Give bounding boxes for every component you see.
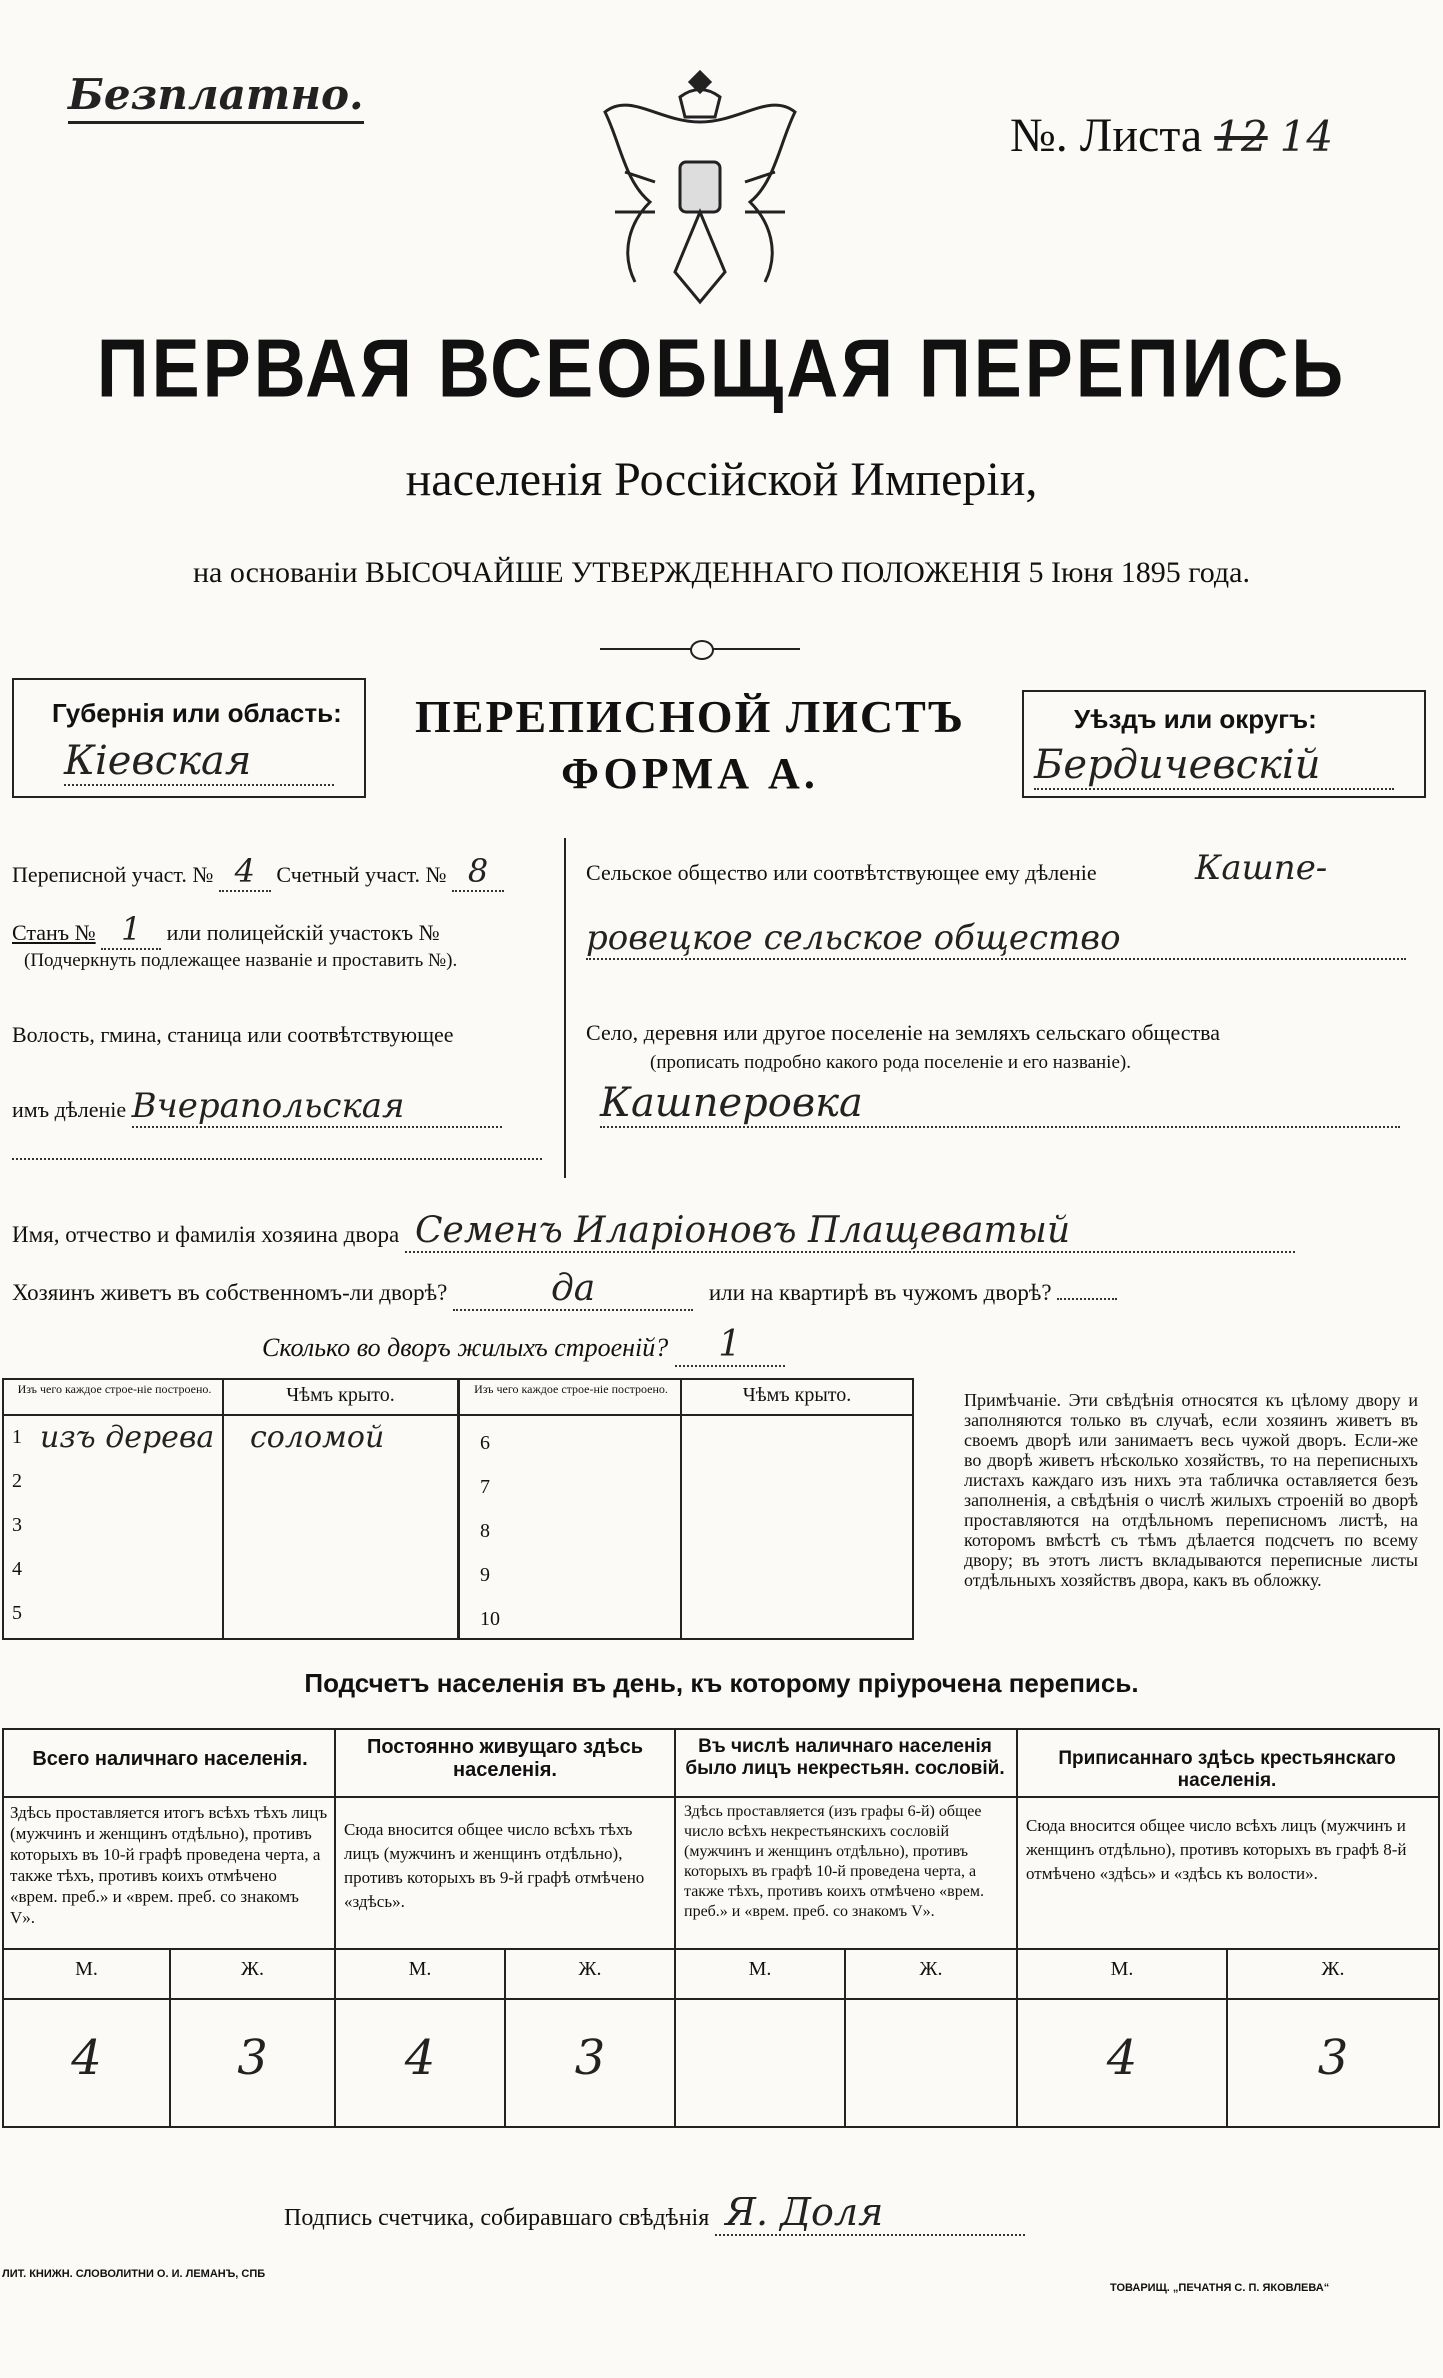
total-m-value: 4 bbox=[71, 2030, 102, 2086]
society-value-2: ровецкое сельское общество bbox=[586, 918, 1406, 960]
count-desc-nonpeasant: Здѣсь проставляется (изъ графы 6-й) общее число всѣхъ некрестьянскихъ сословій (мужчинъ и женщинъ отдѣльно), противъ которыхъ въ графѣ 10-й проведена черта, а также тѣхъ, противъ коихъ отмѣчено «врем. преб.» и «врем. преб. со знакомъ V». bbox=[684, 1803, 984, 1920]
sheet-number-value: 14 bbox=[1279, 112, 1334, 161]
form-title: ПЕРЕПИСНОЙ ЛИСТЪ bbox=[414, 691, 966, 742]
counting-area-value: 8 bbox=[452, 852, 504, 892]
free-stamp: Безплатно. bbox=[68, 70, 364, 124]
census-area-value: 4 bbox=[219, 852, 271, 892]
sheet-number bbox=[1010, 108, 1333, 163]
permanent-m-value: 4 bbox=[404, 2030, 436, 2086]
owner-rent-label: или на квартирѣ въ чужомъ дворѣ? bbox=[708, 1280, 1052, 1305]
buildings-label: Сколько во дворъ жилыхъ строеній? bbox=[262, 1333, 669, 1362]
count-head-nonpeasant: Въ числѣ наличнаго населенія было лицъ некрестьян. сословій. bbox=[685, 1736, 1005, 1779]
count-head-permanent: Постоянно живущаго здѣсь населенія. bbox=[366, 1736, 644, 1781]
buildings-value: 1 bbox=[675, 1324, 785, 1367]
m-header: М. bbox=[1110, 1958, 1134, 1980]
table-row bbox=[460, 1418, 912, 1462]
uezd-value: Бердичевскій bbox=[1034, 742, 1394, 790]
volost-extra-line bbox=[12, 1158, 542, 1160]
col-material-left: Изъ чего каждое строе-ніе построено. bbox=[17, 1382, 212, 1396]
village-label: Село, деревня или другое поселеніе на земляхъ сельскаго общества bbox=[586, 1020, 1221, 1045]
ornament-center bbox=[690, 640, 714, 660]
owner-name-row bbox=[12, 1210, 1295, 1253]
table-row bbox=[4, 1594, 457, 1638]
col-roof-left: Чѣмъ крыто. bbox=[286, 1384, 395, 1406]
stan-label: Станъ № bbox=[12, 920, 96, 945]
zh-header: Ж. bbox=[578, 1958, 602, 1980]
count-title: Подсчетъ населенія въ день, къ которому пріурочена перепись. bbox=[304, 1668, 1139, 1698]
row-number: 5 bbox=[12, 1602, 22, 1624]
signature-label: Подпись счетчика, собиравшаго свѣдѣнія bbox=[284, 2205, 710, 2231]
census-area-label: Переписной участ. № bbox=[12, 862, 214, 887]
row-number: 1 bbox=[12, 1426, 22, 1448]
table-row bbox=[4, 1462, 457, 1506]
table-row bbox=[460, 1594, 912, 1638]
village-note: (прописать подробно какого рода поселеніе и его названіе). bbox=[650, 1052, 1131, 1073]
zh-header: Ж. bbox=[1321, 1958, 1345, 1980]
note-text: Примѣчаніе. Эти свѣдѣнія относятся къ цѣлому двору и заполняются только въ случаѣ, если хозяинъ живетъ въ своемъ дворѣ или занимаетъ весь чужой дворъ. Если-же во дворѣ живетъ нѣсколько хозяйствъ, то на переписныхъ листахъ каждаго изъ нихъ эта табличка оставляется безъ заполненія, а свѣдѣнія о числѣ жилыхъ строеній во дворѣ проставляются на отдѣльномъ переписномъ листѣ, на которомъ вмѣстѣ съ тѣмъ дѣлается подсчетъ по всему двору; въ этотъ листъ вкладываются переписные листы отдѣльныхъ хозяйствъ двора, какъ въ обложку. bbox=[964, 1390, 1418, 1590]
double-headed-eagle-emblem bbox=[585, 62, 815, 312]
stan-note: (Подчеркнуть подлежащее названіе и проставить №). bbox=[24, 950, 458, 971]
row-number: 6 bbox=[480, 1432, 490, 1454]
table-row bbox=[460, 1462, 912, 1506]
permanent-zh-value: 3 bbox=[574, 2030, 606, 2086]
owner-name-value: Семенъ Иларіоновъ Плащеватый bbox=[405, 1210, 1295, 1253]
stan-value: 1 bbox=[101, 910, 161, 950]
owner-name-label: Имя, отчество и фамилія хозяина двора bbox=[12, 1222, 400, 1247]
right-rows bbox=[460, 1418, 912, 1638]
printer-right: ТОВАРИЩ. „ПЕЧАТНЯ С. П. ЯКОВЛЕВА“ bbox=[1110, 2282, 1330, 2294]
volost-row bbox=[12, 1086, 502, 1128]
owner-own-value: да bbox=[453, 1268, 693, 1311]
row-number: 10 bbox=[480, 1608, 500, 1630]
count-head-total: Всего наличнаго населенія. bbox=[32, 1748, 308, 1770]
signature-row bbox=[284, 2190, 1025, 2236]
zh-header: Ж. bbox=[241, 1958, 264, 1980]
count-table bbox=[2, 1728, 1440, 2128]
row-number: 4 bbox=[12, 1558, 22, 1580]
m-header: М. bbox=[408, 1958, 432, 1980]
registered-m-value: 4 bbox=[1106, 2030, 1138, 2086]
vertical-divider bbox=[564, 838, 566, 1178]
signature-value: Я. Доля bbox=[715, 2190, 1025, 2236]
gubernia-box bbox=[12, 678, 366, 798]
uezd-label: Уѣздъ или округъ: bbox=[1074, 704, 1317, 734]
owner-own-label: Хозяинъ живетъ въ собственномъ-ли дворѣ? bbox=[12, 1280, 448, 1305]
basis-line: на основаніи ВЫСОЧАЙШЕ УТВЕРЖДЕННАГО ПОЛОЖЕНІЯ 5 Іюня 1895 года. bbox=[193, 556, 1250, 589]
row-number: 8 bbox=[480, 1520, 490, 1542]
society-value-1: Кашпе- bbox=[1195, 848, 1328, 888]
count-head-registered: Приписаннаго здѣсь крестьянскаго населенія. bbox=[1058, 1748, 1396, 1791]
row-material: изъ дерева bbox=[40, 1420, 215, 1455]
page-title: ПЕРВАЯ ВСЕОБЩАЯ ПЕРЕПИСЬ bbox=[96, 323, 1347, 415]
volost-value: Вчерапольская bbox=[132, 1086, 502, 1128]
count-desc-permanent: Сюда вносится общее число всѣхъ тѣхъ лицъ (мужчинъ и женщинъ отдѣльно), противъ которыхъ въ 9-й графѣ отмѣчено «здѣсь». bbox=[344, 1820, 645, 1911]
row-roof: соломой bbox=[250, 1420, 385, 1455]
owner-rent-value bbox=[1057, 1298, 1117, 1300]
buildings-row bbox=[262, 1324, 785, 1367]
row-number: 3 bbox=[12, 1514, 22, 1536]
village-value: Кашперовка bbox=[600, 1080, 1400, 1128]
counting-area-label: Счетный участ. № bbox=[276, 862, 447, 887]
stan-row bbox=[12, 910, 440, 950]
table-row bbox=[4, 1550, 457, 1594]
buildings-table bbox=[2, 1378, 914, 1640]
volost-label2: имъ дѣленіе bbox=[12, 1097, 127, 1122]
row-number: 9 bbox=[480, 1564, 490, 1586]
sheet-label: №. Листа bbox=[1010, 109, 1203, 162]
uezd-box bbox=[1022, 690, 1426, 798]
count-desc-registered: Сюда вносится общее число всѣхъ лицъ (мужчинъ и женщинъ отдѣльно), противъ которыхъ въ графѣ 8-й отмѣчено «здѣсь» и «здѣсь къ волости». bbox=[1026, 1816, 1407, 1883]
gubernia-label: Губернія или область: bbox=[52, 698, 342, 728]
row-number: 7 bbox=[480, 1476, 490, 1498]
zh-header: Ж. bbox=[919, 1958, 943, 1980]
row-number: 2 bbox=[12, 1470, 22, 1492]
form-name: ФОРМА А. bbox=[561, 749, 819, 798]
printer-left: ЛИТ. КНИЖН. СЛОВОЛИТНИ О. И. ЛЕМАНЪ, СПБ bbox=[2, 2268, 266, 2280]
owner-own-row bbox=[12, 1268, 1117, 1311]
table-row bbox=[4, 1418, 457, 1462]
left-rows bbox=[4, 1418, 457, 1638]
col-material-right: Изъ чего каждое строе-ніе построено. bbox=[474, 1382, 668, 1396]
m-header: М. bbox=[748, 1958, 772, 1980]
census-area-row bbox=[12, 852, 504, 892]
total-zh-value: 3 bbox=[237, 2030, 268, 2086]
police-label: или полицейскій участокъ № bbox=[166, 920, 440, 945]
volost-label: Волость, гмина, станица или соотвѣтствующее bbox=[12, 1022, 454, 1047]
society-label: Сельское общество или соотвѣтствующее ему дѣленіе bbox=[586, 860, 1097, 885]
registered-zh-value: 3 bbox=[1317, 2030, 1349, 2086]
page-subtitle: населенія Россійской Имперіи, bbox=[405, 453, 1038, 506]
count-desc-total: Здѣсь проставляется итогъ всѣхъ тѣхъ лицъ (мужчинъ и женщинъ отдѣльно), противъ которыхъ въ 10-й графѣ проведена черта, а также тѣхъ, противъ коихъ отмѣчено «врем. преб.» и «врем. преб. со знакомъ V». bbox=[10, 1803, 328, 1927]
col-roof-right: Чѣмъ крыто. bbox=[742, 1384, 852, 1406]
table-row bbox=[460, 1506, 912, 1550]
table-row bbox=[460, 1550, 912, 1594]
gubernia-value: Кіевская bbox=[64, 738, 334, 786]
table-row bbox=[4, 1506, 457, 1550]
sheet-number-struck: 12 bbox=[1214, 112, 1268, 161]
m-header: М. bbox=[75, 1958, 98, 1980]
